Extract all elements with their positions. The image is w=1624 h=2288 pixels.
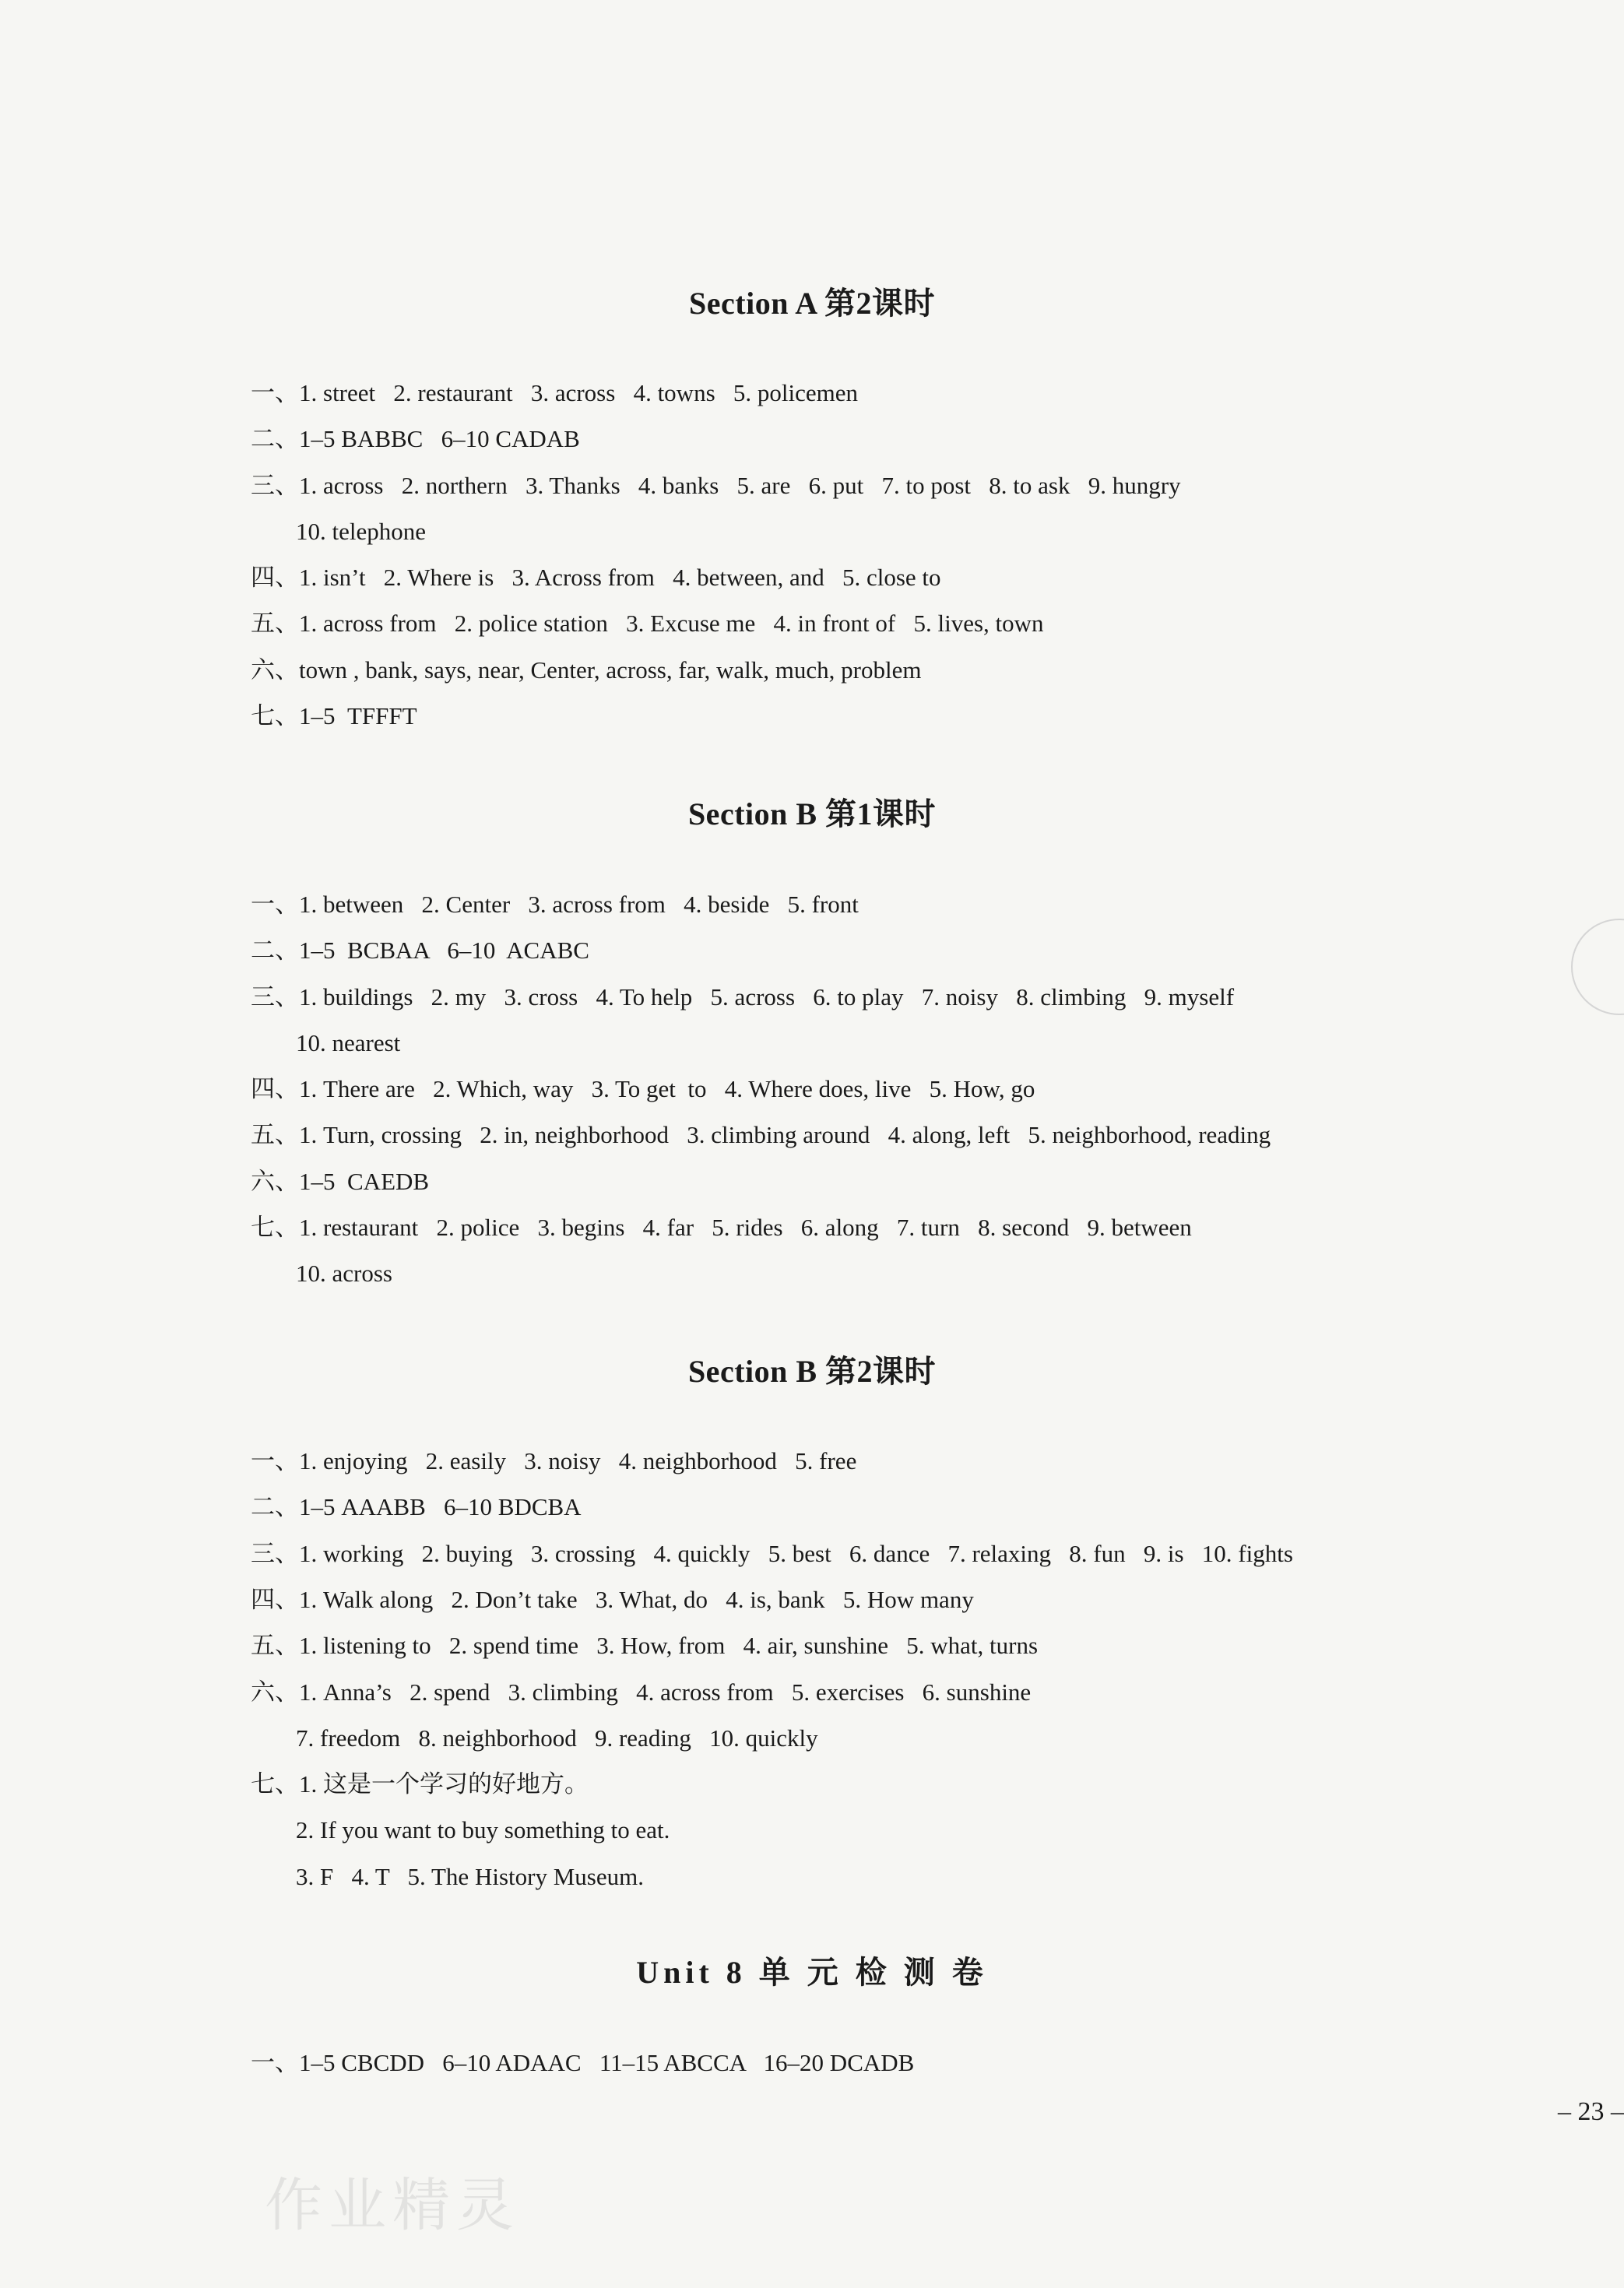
answer-line: 3. F 4. T 5. The History Museum. <box>296 1863 644 1890</box>
answer-line: 7. freedom 8. neighborhood 9. reading 10. quickly <box>296 1724 818 1752</box>
answer-line: 10. nearest <box>296 1029 401 1056</box>
section-heading: Section B 第2课时 <box>687 1354 937 1389</box>
section-heading: Section A 第2课时 <box>689 286 935 321</box>
answer-line: 一、1. enjoying 2. easily 3. noisy 4. neighborhood 5. free <box>251 1447 857 1474</box>
answer-line: 三、1. across 2. northern 3. Thanks 4. banks 5. are 6. put 7. to post 8. to ask 9. hungry <box>251 472 1181 499</box>
page-number: – 23 – <box>1558 2097 1624 2126</box>
answer-line: 一、1. between 2. Center 3. across from 4. beside 5. front <box>251 891 859 918</box>
section-heading: Unit 8 单 元 检 测 卷 <box>636 1955 988 1990</box>
answer-line: 五、1. Turn, crossing 2. in, neighborhood 3. climbing around 4. along, left 5. neighborhood, reading <box>251 1121 1271 1148</box>
answer-line: 2. If you want to buy something to eat. <box>296 1816 670 1843</box>
watermark: 作业精灵 <box>265 2172 520 2239</box>
answer-line: 七、1–5 TFFFT <box>251 702 417 729</box>
answer-line: 五、1. listening to 2. spend time 3. How, from 4. air, sunshine 5. what, turns <box>251 1632 1039 1659</box>
answer-line: 三、1. working 2. buying 3. crossing 4. quickly 5. best 6. dance 7. relaxing 8. fun 9. is 10. fights <box>251 1540 1293 1567</box>
section-heading: Section B 第1课时 <box>687 796 937 831</box>
answer-line: 二、1–5 BCBAA 6–10 ACABC <box>251 937 589 964</box>
answer-line: 四、1. There are 2. Which, way 3. To get to 4. Where does, live 5. How, go <box>251 1075 1035 1102</box>
answer-line: 七、1. restaurant 2. police 3. begins 4. far 5. rides 6. along 7. turn 8. second 9. between <box>251 1214 1192 1241</box>
answer-line: 七、1. 这是一个学习的好地方。 <box>251 1770 589 1798</box>
answer-line: 五、1. across from 2. police station 3. Excuse me 4. in front of 5. lives, town <box>251 610 1044 637</box>
answer-line: 六、1–5 CAEDB <box>251 1168 430 1195</box>
answer-line: 10. across <box>296 1260 392 1287</box>
answer-line: 10. telephone <box>296 518 427 545</box>
answer-line: 一、1–5 CBCDD 6–10 ADAAC 11–15 ABCCA 16–20 DCADB <box>251 2049 915 2076</box>
answer-line: 三、1. buildings 2. my 3. cross 4. To help 5. across 6. to play 7. noisy 8. climbing 9. myself <box>251 983 1235 1010</box>
answer-line: 一、1. street 2. restaurant 3. across 4. towns 5. policemen <box>251 379 858 406</box>
answer-line: 六、town , bank, says, near, Center, across, far, walk, much, problem <box>251 656 922 684</box>
answer-line: 二、1–5 BABBC 6–10 CADAB <box>251 425 580 452</box>
answer-line: 二、1–5 AAABB 6–10 BDCBA <box>251 1493 582 1520</box>
answer-line: 四、1. isn’t 2. Where is 3. Across from 4. between, and 5. close to <box>251 564 941 591</box>
stamp-icon <box>1571 919 1624 1015</box>
answer-line: 四、1. Walk along 2. Don’t take 3. What, do 4. is, bank 5. How many <box>251 1586 974 1613</box>
answer-line: 六、1. Anna’s 2. spend 3. climbing 4. across from 5. exercises 6. sunshine <box>251 1678 1032 1706</box>
